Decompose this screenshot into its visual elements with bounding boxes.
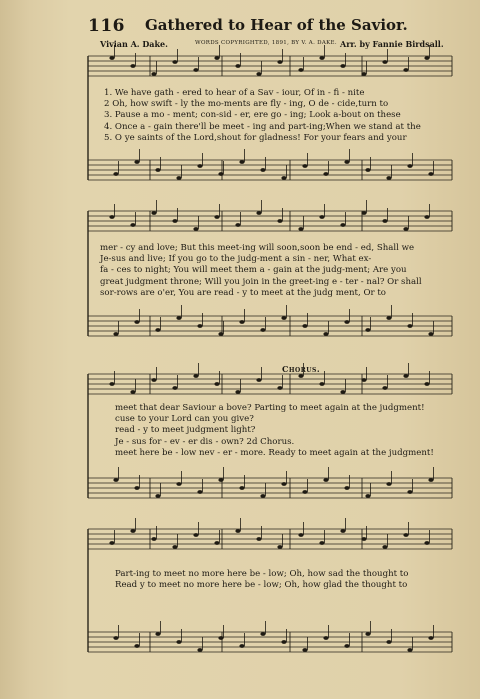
note-head: [365, 328, 370, 332]
note-head: [281, 482, 286, 486]
note-head: [340, 390, 345, 394]
staff: [88, 149, 452, 180]
note-head: [403, 374, 408, 378]
note-head: [176, 176, 181, 180]
note-head: [235, 390, 240, 394]
note-head: [340, 529, 345, 533]
note-head: [155, 494, 160, 498]
note-head: [344, 320, 349, 324]
note-head: [172, 219, 177, 223]
note-head: [130, 529, 135, 533]
lyric-line: read - y to meet judgment light?: [115, 425, 256, 436]
note-head: [109, 382, 114, 386]
note-head: [256, 378, 261, 382]
note-head: [424, 382, 429, 386]
note-head: [428, 478, 433, 482]
lyric-line: 2 Oh, how swift - ly the mo-ments are fly - ing, O de - cide,turn to: [104, 99, 389, 110]
note-head: [428, 636, 433, 640]
note-head: [151, 537, 156, 541]
note-head: [193, 227, 198, 231]
note-head: [340, 64, 345, 68]
note-head: [214, 382, 219, 386]
note-head: [218, 478, 223, 482]
note-head: [176, 640, 181, 644]
note-head: [382, 219, 387, 223]
note-head: [256, 537, 261, 541]
note-head: [407, 164, 412, 168]
note-head: [281, 640, 286, 644]
note-head: [113, 636, 118, 640]
note-head: [323, 478, 328, 482]
note-head: [403, 68, 408, 72]
note-head: [172, 60, 177, 64]
note-head: [235, 223, 240, 227]
chorus-lyrics-system-4: [115, 569, 408, 591]
note-head: [113, 478, 118, 482]
note-head: [176, 482, 181, 486]
arranger-credit: Arr. by Fannie Birdsall.: [340, 39, 444, 49]
note-head: [109, 215, 114, 219]
note-head: [155, 632, 160, 636]
note-head: [344, 486, 349, 490]
note-head: [130, 390, 135, 394]
chorus-label: Chorus.: [282, 364, 321, 374]
note-head: [382, 60, 387, 64]
note-head: [361, 72, 366, 76]
note-head: [197, 324, 202, 328]
note-head: [298, 227, 303, 231]
lyric-line: great judgment throne; Will you join in the greet-ing e - ter - nal? Or shall: [100, 276, 422, 287]
note-head: [109, 56, 114, 60]
note-head: [155, 168, 160, 172]
note-head: [365, 494, 370, 498]
note-head: [428, 172, 433, 176]
note-head: [361, 537, 366, 541]
note-head: [340, 223, 345, 227]
lyric-line: mer - cy and love; But this meet-ing will soon,soon be end - ed, Shall we: [100, 243, 415, 253]
note-head: [235, 64, 240, 68]
lyricist-credit: Vivian A. Dake.: [100, 39, 168, 49]
note-head: [109, 541, 114, 545]
note-head: [197, 164, 202, 168]
note-head: [344, 644, 349, 648]
note-head: [323, 332, 328, 336]
note-head: [319, 382, 324, 386]
note-head: [302, 164, 307, 168]
lyric-line: Part-ing to meet no more here be - low; Oh, how sad the thought to: [115, 569, 409, 579]
lyric-line: 4. Once a - gain there'll be meet - ing and part-ing;When we stand at the: [104, 121, 421, 132]
page-number: 116: [88, 16, 125, 36]
note-head: [428, 332, 433, 336]
note-head: [172, 545, 177, 549]
note-head: [298, 68, 303, 72]
staff: [88, 200, 452, 231]
lyric-line: sor-rows are o'er, You are read - y to meet at the judg ment, Or to: [100, 287, 386, 298]
note-head: [197, 490, 202, 494]
note-head: [281, 176, 286, 180]
note-head: [260, 168, 265, 172]
note-head: [113, 172, 118, 176]
note-head: [365, 168, 370, 172]
note-head: [176, 316, 181, 320]
note-head: [256, 72, 261, 76]
note-head: [277, 60, 282, 64]
note-head: [407, 490, 412, 494]
note-head: [197, 648, 202, 652]
note-head: [260, 632, 265, 636]
note-head: [319, 56, 324, 60]
copyright-notice: WORDS COPYRIGHTED, 1891, BY V. A. DAKE.: [195, 40, 337, 46]
note-head: [239, 486, 244, 490]
note-head: [277, 545, 282, 549]
staff: [88, 467, 452, 498]
lyric-line: cuse to your Lord can you give?: [115, 414, 254, 425]
note-head: [361, 211, 366, 215]
staff: [88, 305, 452, 336]
note-head: [130, 223, 135, 227]
note-head: [214, 215, 219, 219]
note-head: [256, 211, 261, 215]
lyric-line: 5. O ye saints of the Lord,shout for gladness! For your fears and your: [104, 132, 407, 143]
note-head: [424, 56, 429, 60]
hymn-title: Gathered to Hear of the Savior.: [145, 16, 408, 34]
note-head: [155, 328, 160, 332]
note-head: [151, 72, 156, 76]
note-head: [193, 533, 198, 537]
note-head: [386, 482, 391, 486]
note-head: [235, 529, 240, 533]
note-head: [218, 636, 223, 640]
lyric-line: fa - ces to night; You will meet them a - gain at the judg-ment; Are you: [100, 265, 407, 276]
note-head: [386, 176, 391, 180]
note-head: [151, 211, 156, 215]
note-head: [323, 172, 328, 176]
note-head: [218, 172, 223, 176]
note-head: [218, 332, 223, 336]
note-head: [260, 328, 265, 332]
note-head: [134, 320, 139, 324]
note-head: [260, 494, 265, 498]
note-head: [277, 386, 282, 390]
lyric-line: Je-sus and live; If you go to the judg-ment a sin - ner, What ex-: [100, 254, 372, 265]
note-head: [407, 648, 412, 652]
note-head: [386, 316, 391, 320]
staff: [88, 518, 452, 549]
lyric-line: 3. Pause a mo - ment; con-sid - er, ere go - ing; Look a-bout on these: [104, 110, 401, 121]
note-head: [403, 227, 408, 231]
note-head: [277, 219, 282, 223]
verse-lyrics-system-2: [100, 243, 422, 299]
note-head: [193, 374, 198, 378]
note-head: [407, 324, 412, 328]
note-head: [134, 160, 139, 164]
note-head: [298, 374, 303, 378]
note-head: [172, 386, 177, 390]
staff: [88, 621, 452, 652]
note-head: [344, 160, 349, 164]
note-head: [281, 316, 286, 320]
note-head: [424, 541, 429, 545]
note-head: [193, 68, 198, 72]
note-head: [403, 533, 408, 537]
verse-lyrics-system-1: [104, 88, 421, 144]
lyric-line: meet that dear Saviour a bove? Parting to meet again at the judgment!: [115, 403, 425, 413]
note-head: [424, 215, 429, 219]
note-head: [319, 541, 324, 545]
staff: [88, 45, 452, 76]
note-head: [214, 541, 219, 545]
note-head: [239, 320, 244, 324]
note-head: [323, 636, 328, 640]
lyric-line: 1. We have gath - ered to hear of a Sav - iour, Of in - fi - nite: [104, 88, 365, 98]
note-head: [302, 648, 307, 652]
note-head: [361, 378, 366, 382]
note-head: [302, 490, 307, 494]
note-head: [151, 378, 156, 382]
note-head: [298, 533, 303, 537]
note-head: [382, 545, 387, 549]
staff: [88, 363, 452, 394]
note-head: [239, 160, 244, 164]
note-head: [239, 644, 244, 648]
note-head: [302, 324, 307, 328]
lyric-line: meet here be - low nev - er - more. Ready to meet again at the judgment!: [115, 447, 434, 458]
note-head: [134, 486, 139, 490]
note-head: [130, 64, 135, 68]
note-head: [319, 215, 324, 219]
lyric-line: Je - sus for - ev - er dis - own? 2d Chorus.: [115, 436, 295, 447]
note-head: [382, 386, 387, 390]
chorus-lyrics-system-3: [115, 403, 434, 459]
note-head: [386, 640, 391, 644]
lyric-line: Read y to meet no more here be - low; Oh, how glad the thought to: [115, 580, 408, 591]
note-head: [214, 56, 219, 60]
note-head: [134, 644, 139, 648]
note-head: [365, 632, 370, 636]
note-head: [113, 332, 118, 336]
